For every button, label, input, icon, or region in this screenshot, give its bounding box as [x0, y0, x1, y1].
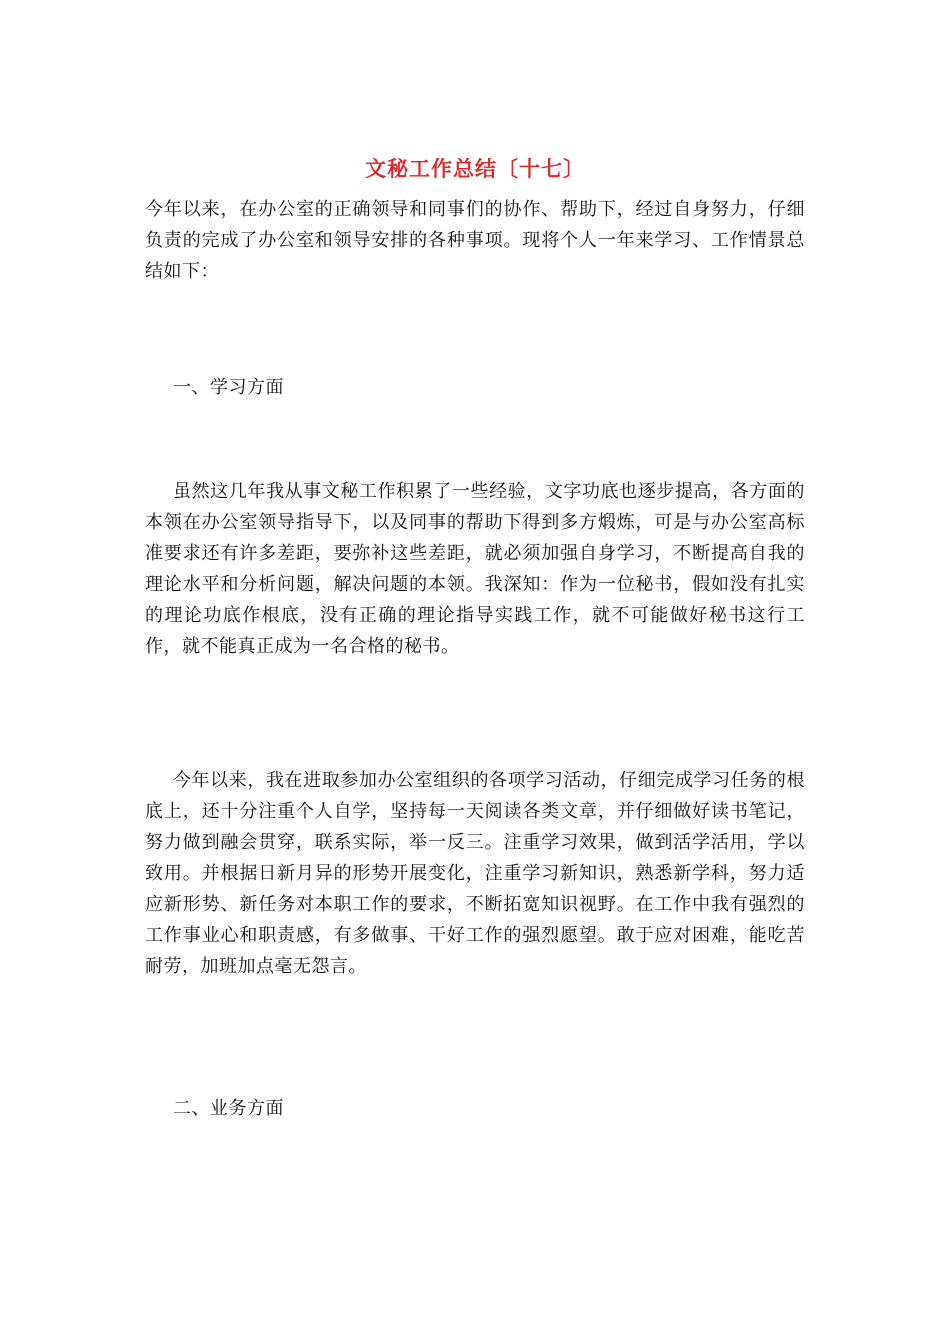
intro-paragraph: 今年以来，在办公室的正确领导和同事们的协作、帮助下，经过自身努力，仔细负责的完成了办公室和领导安排的各种事项。现将个人一年来学习、工作情景总结如下： [145, 199, 805, 282]
study-paragraph-1: 虽然这几年我从事文秘工作积累了一些经验，文字功底也逐步提高，各方面的本领在办公室领导指导下，以及同事的帮助下得到多方煅炼，可是与办公室高标准要求还有许多差距，要弥补这些差距，就必须加强自身学习，不断提高自我的理论水平和分析问题，解决问题的本领。我深知：作为一位秘书，假如没有扎实的理论功底作根底，没有正确的理论指导实践工作，就不可能做好秘书这行工作，就不能真正成为一名合格的秘书。 [145, 481, 805, 657]
document-title: 文秘工作总结〔十七〕 [365, 156, 585, 181]
section-heading-business: 二、业务方面 [173, 1098, 284, 1119]
study-paragraph-2: 今年以来，我在进取参加办公室组织的各项学习活动，仔细完成学习任务的根底上，还十分注重个人自学，坚持每一天阅读各类文章，并仔细做好读书笔记，努力做到融会贯穿，联系实际，举一反三。注重学习效果，做到活学活用，学以致用。并根据日新月异的形势开展变化，注重学习新知识，熟悉新学科，努力适应新形势、新任务对本职工作的要求，不断拓宽知识视野。在工作中我有强烈的工作事业心和职责感，有多做事、干好工作的强烈愿望。敢于应对困难，能吃苦耐劳，加班加点毫无怨言。 [145, 770, 805, 977]
section-heading-study: 一、学习方面 [173, 377, 284, 398]
